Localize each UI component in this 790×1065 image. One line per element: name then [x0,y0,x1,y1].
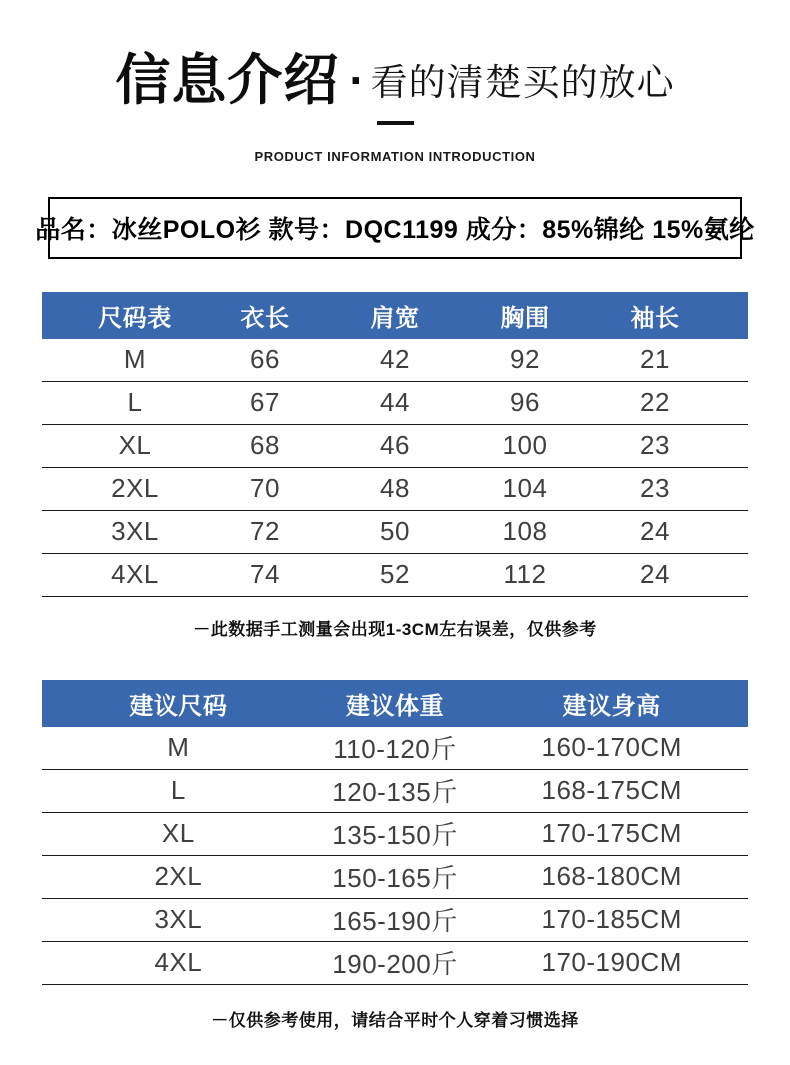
table-cell: 4XL [154,947,203,977]
title-dot-separator: · [349,54,365,107]
table-row [42,899,748,942]
size-table-header-cell: 尺码表 [98,304,172,332]
table-cell: 23 [640,473,670,503]
table-cell: 120-135斤 [332,777,458,807]
table-cell: 150-165斤 [332,863,458,893]
table-cell: 170-175CM [541,818,682,848]
product-info-box [35,197,755,259]
suggestion-table-note: －仅供参考使用，请结合平时个人穿着习惯选择 [211,1010,579,1030]
suggestion-table-header [42,680,748,727]
size-table-header-cell: 袖长 [630,304,680,332]
title-divider [377,121,414,125]
table-cell: 165-190斤 [332,906,458,936]
table-row [42,382,748,425]
table-cell: M [123,344,147,374]
page-subtitle: 看的清楚买的放心 [370,61,675,103]
size-table-header-cell: 胸围 [500,304,550,332]
table-cell: 160-170CM [541,732,682,762]
table-cell: 74 [250,559,280,589]
table-cell: 72 [250,516,280,546]
table-cell: 50 [380,516,410,546]
table-cell: 108 [502,516,548,546]
table-cell: 190-200斤 [332,949,458,979]
table-cell: 170-190CM [541,947,682,977]
table-cell: 42 [380,344,410,374]
table-cell: 21 [640,344,670,374]
table-cell: 70 [250,473,280,503]
table-cell: L [127,387,143,417]
table-row [42,856,748,899]
suggestion-table-header-cell: 建议尺码 [129,692,228,720]
table-cell: 110-120斤 [333,734,457,764]
suggestion-table-body [42,727,748,985]
table-cell: L [170,775,186,805]
table-row [42,339,748,382]
table-cell: 168-180CM [541,861,682,891]
table-cell: 22 [640,387,670,417]
table-cell: 2XL [154,861,203,891]
english-subtitle: PRODUCT INFORMATION INTRODUCTION [254,148,536,164]
table-row [42,554,748,597]
suggestion-table [42,680,748,985]
table-cell: 46 [380,430,410,460]
table-cell: XL [118,430,152,460]
table-cell: 168-175CM [541,775,682,805]
table-cell: 92 [510,344,540,374]
table-row [42,511,748,554]
product-info-text: 品名：冰丝POLO衫 款号：DQC1199 成分：85%锦纶 15%氨纶 [35,215,755,244]
table-cell: 96 [510,387,540,417]
table-cell: 24 [640,516,670,546]
table-cell: 67 [250,387,280,417]
size-table-header [42,292,748,339]
table-row [42,468,748,511]
table-cell: 52 [380,559,410,589]
table-cell: 66 [250,344,280,374]
table-cell: 68 [250,430,280,460]
suggestion-table-header-cell: 建议体重 [346,692,444,720]
table-row [42,770,748,813]
table-cell: M [167,732,190,762]
table-row [42,727,748,770]
table-row [42,425,748,468]
size-table-body [42,339,748,597]
table-cell: 4XL [111,559,159,589]
table-cell: 2XL [111,473,159,503]
table-cell: 24 [640,559,670,589]
table-cell: 135-150斤 [332,820,458,850]
table-cell: 104 [502,473,548,503]
table-cell: 3XL [111,516,159,546]
size-table-header-cell: 肩宽 [370,304,420,332]
size-table-note: －此数据手工测量会出现1-3CM左右误差，仅供参考 [193,619,597,639]
table-cell: 100 [502,430,548,460]
suggestion-table-header-cell: 建议身高 [562,692,661,720]
size-table-header-cell: 衣长 [240,304,290,332]
table-cell: 3XL [154,904,203,934]
table-cell: XL [161,818,195,848]
table-cell: 48 [380,473,410,503]
table-cell: 112 [503,559,547,589]
table-row [42,813,748,856]
table-cell: 170-185CM [541,904,682,934]
page-title: 信息介绍 [115,49,340,111]
page-title-row [0,0,790,111]
table-row [42,942,748,985]
table-cell: 44 [380,387,410,417]
table-cell: 23 [640,430,670,460]
size-table [42,292,748,597]
